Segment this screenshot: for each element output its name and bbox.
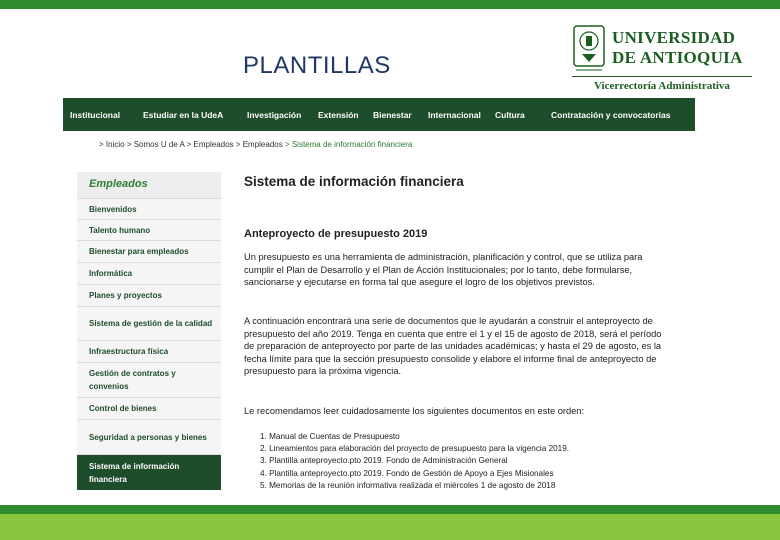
paragraph-intro: Un presupuesto es una herramienta de administración, planificación y control, que se utiliza para cumplir el Plan de Desarrollo y el Plan de Acción Institucionales; por lo tanto, debe formularse, sancionarse y ejecutarse en forma tal que asegure el logro de los objetivos previstos. bbox=[244, 252, 643, 288]
logo-vicerrectoria: Vicerrectoría Administrativa bbox=[594, 80, 730, 92]
logo-de-antioquia: DE ANTIOQUIA bbox=[612, 48, 743, 67]
document-link[interactable]: 3. Plantilla anteproyecto.pto 2019. Fondo de Administración General bbox=[260, 456, 508, 466]
top-accent-bar bbox=[0, 0, 780, 9]
nav-contratacion[interactable]: Contratación y convocatorias bbox=[551, 110, 671, 120]
breadcrumb-current: > Sistema de información financiera bbox=[284, 140, 413, 149]
bottom-stripe-light bbox=[0, 514, 780, 540]
logo-university: UNIVERSIDAD bbox=[612, 28, 736, 47]
sidebar-item-bienvenidos[interactable]: Bienvenidos bbox=[77, 198, 221, 219]
sidebar-heading: Empleados bbox=[77, 172, 221, 198]
sidebar-item-seguridad[interactable]: Seguridad a personas y bienes bbox=[77, 419, 221, 454]
document-link[interactable]: 5. Memorias de la reunión informativa realizada el miércoles 1 de agosto de 2018 bbox=[260, 480, 556, 490]
nav-estudiar[interactable]: Estudiar en la UdeA bbox=[143, 110, 224, 120]
sidebar-item-contratos[interactable]: Gestión de contratos y convenios bbox=[77, 362, 221, 397]
logo-divider bbox=[572, 76, 752, 77]
breadcrumb-inicio[interactable]: > Inicio bbox=[99, 140, 125, 149]
sidebar-item-calidad[interactable]: Sistema de gestión de la calidad bbox=[77, 306, 221, 340]
document-link[interactable]: 4. Plantilla anteproyecto.pto 2019. Fondo de Gestión de Apoyo a Ejes Misionales bbox=[260, 468, 554, 478]
nav-cultura[interactable]: Cultura bbox=[495, 110, 525, 120]
sidebar-item-talento-humano[interactable]: Talento humano bbox=[77, 219, 221, 240]
nav-investigacion[interactable]: Investigación bbox=[247, 110, 302, 120]
nav-internacional[interactable]: Internacional bbox=[428, 110, 481, 120]
slide-title: PLANTILLAS bbox=[243, 52, 391, 79]
paragraph-recommendation: Le recomendamos leer cuidadosamente los siguientes documentos en este orden: bbox=[244, 406, 585, 416]
breadcrumb bbox=[99, 140, 412, 149]
bottom-stripe-dark bbox=[0, 505, 780, 514]
sidebar-item-control-bienes[interactable]: Control de bienes bbox=[77, 397, 221, 419]
page-title: Sistema de información financiera bbox=[244, 174, 464, 189]
sidebar bbox=[77, 172, 221, 490]
breadcrumb-empleados-2[interactable]: > Empleados bbox=[235, 140, 283, 149]
paragraph-instructions: A continuación encontrará una serie de documentos que le ayudarán a construir el anteproyecto de presupuesto del año 2019. Tenga en cuenta que entre el 1 y el 15 de agosto de 2018, será el período de preparación de anteproyecto por parte de las unidades académicas; y hasta el 29 de agosto, es la fecha límite para que la sección presupuesto consolide y elabore el informe final de anteproyecto de presupuesto para la próxima vigencia. bbox=[244, 316, 662, 377]
sidebar-item-bienestar[interactable]: Bienestar para empleados bbox=[77, 240, 221, 262]
main-nav bbox=[63, 98, 695, 131]
nav-extension[interactable]: Extensión bbox=[318, 110, 359, 120]
main-content bbox=[244, 174, 674, 490]
breadcrumb-empleados[interactable]: > Empleados bbox=[186, 140, 234, 149]
breadcrumb-somos[interactable]: > Somos U de A bbox=[126, 140, 185, 149]
sidebar-item-infraestructura[interactable]: Infraestructura física bbox=[77, 340, 221, 362]
sidebar-item-financiera[interactable]: Sistema de información financiera bbox=[77, 454, 221, 490]
university-logo[interactable] bbox=[572, 24, 757, 94]
sidebar-item-planes[interactable]: Planes y proyectos bbox=[77, 284, 221, 306]
nav-bienestar[interactable]: Bienestar bbox=[373, 110, 412, 120]
document-link[interactable]: 2. Lineamientos para elaboración del proyecto de presupuesto para la vigencia 2019. bbox=[260, 444, 570, 454]
section-title: Anteproyecto de presupuesto 2019 bbox=[244, 228, 428, 240]
nav-institucional[interactable]: Institucional bbox=[70, 110, 121, 120]
document-link[interactable]: 1. Manual de Cuentas de Presupuesto bbox=[260, 432, 400, 441]
sidebar-item-informatica[interactable]: Informática bbox=[77, 262, 221, 284]
document-list bbox=[260, 431, 569, 492]
university-seal-icon bbox=[572, 24, 606, 74]
